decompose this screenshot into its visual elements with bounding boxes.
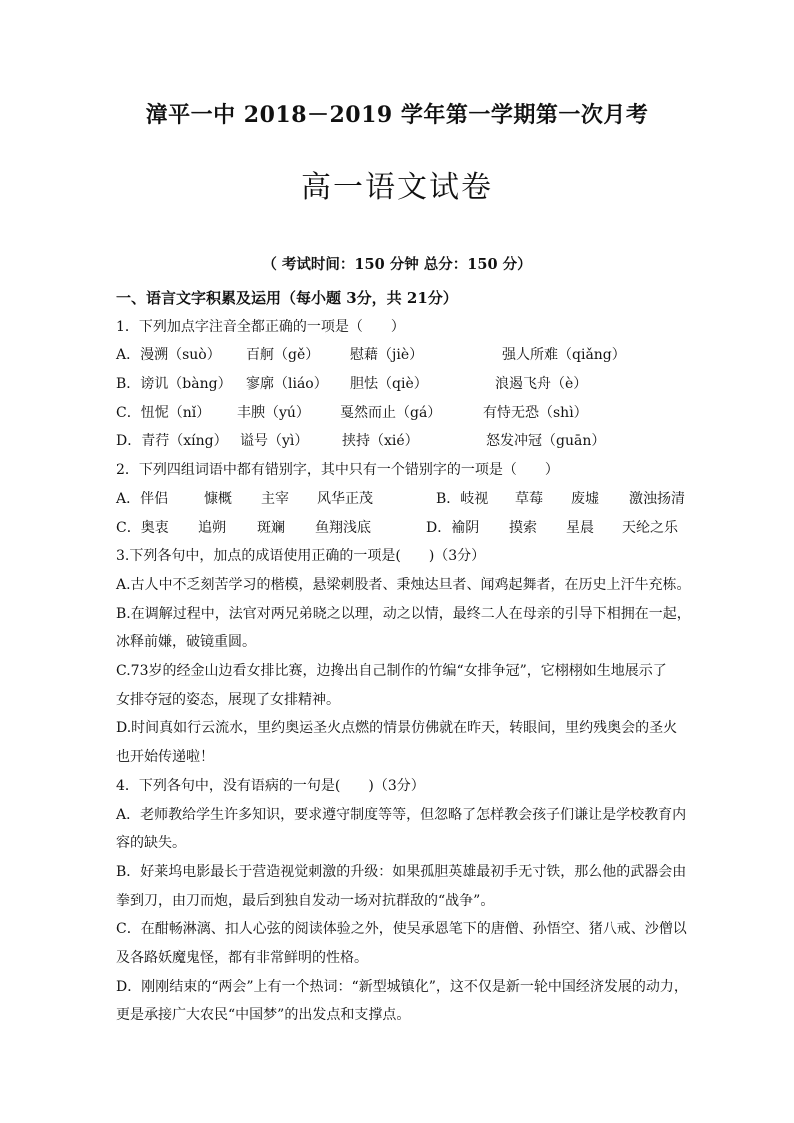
option-cell: 百舸（gě） xyxy=(246,347,320,364)
option-cell: 怒发冲冠（guān） xyxy=(486,433,606,450)
option-cell: 胆怯（qiè） xyxy=(350,376,428,393)
question-3-option-d-cont: 也开始传递啦！ xyxy=(116,749,214,766)
option-cell: D．青荇（xíng） xyxy=(116,433,228,450)
question-4-option-d-cont: 更是承接广大农民“中国梦”的出发点和支撑点。 xyxy=(116,1007,411,1024)
question-4-option-c: C．在酣畅淋漓、扣人心弦的阅读体验之外，使吴承恩笔下的唐僧、孙悟空、猪八戒、沙僧以 xyxy=(116,921,687,938)
question-3-option-b-cont: 冰释前嫌，破镜重圆。 xyxy=(116,634,256,651)
option-cell: 草莓 xyxy=(515,490,543,507)
option-cell: 追朔 xyxy=(198,519,226,536)
question-2-option-row xyxy=(116,485,686,514)
question-3-option-d: D.时间真如行云流水，里约奥运圣火点燃的情景仿佛就在昨天，转眼间，里约残奥会的圣火 xyxy=(116,720,678,737)
option-cell: A．伴侣 xyxy=(116,490,169,507)
exam-subtitle: 高一语文试卷 xyxy=(301,170,493,205)
option-cell: 慰藉（jiè） xyxy=(350,347,424,364)
option-cell: 星晨 xyxy=(566,519,594,536)
option-cell: 强人所难（qiǎng） xyxy=(502,347,626,364)
option-cell: 风华正茂 xyxy=(317,490,373,507)
option-cell: 挟持（xié） xyxy=(342,433,419,450)
question-4-option-a: A．老师教给学生许多知识，要求遵守制度等等，但忽略了怎样教会孩子们谦让是学校教育内 xyxy=(116,806,687,823)
question-1-stem: 1．下列加点字注音全都正确的一项是（ ） xyxy=(116,318,405,335)
option-cell: 戛然而止（gá） xyxy=(340,404,442,421)
question-4-option-b-cont: 拳到刀，由刀而炮，最后到独自发动一场对抗群敌的“战争”。 xyxy=(116,892,495,909)
question-4-option-c-cont: 及各路妖魔鬼怪，都有非常鲜明的性格。 xyxy=(116,950,368,967)
option-cell: 谥号（yì） xyxy=(240,433,309,450)
option-cell: 寥廓（liáo） xyxy=(246,376,328,393)
question-2-stem: 2．下列四组词语中都有错别字，其中只有一个错别字的一项是（ ） xyxy=(116,462,559,479)
question-3-option-c-cont: 女排夺冠的姿态，展现了女排精神。 xyxy=(116,691,340,708)
option-cell: 斑斓 xyxy=(257,519,285,536)
question-4-option-d: D．刚刚结束的“两会”上有一个热词：“新型城镇化”，这不仅是新一轮中国经济发展的动力， xyxy=(116,978,688,995)
option-cell: 废墟 xyxy=(571,490,599,507)
option-cell: B．谤讥（bàng） xyxy=(116,376,232,393)
question-1-option-row xyxy=(116,341,686,370)
option-cell: C．忸怩（nǐ） xyxy=(116,404,211,421)
question-1-option-row xyxy=(116,370,686,399)
option-cell: 主宰 xyxy=(261,490,289,507)
option-cell: 丰腴（yú） xyxy=(237,404,310,421)
option-cell: B．岐视 xyxy=(436,490,489,507)
option-cell: 鱼翔浅底 xyxy=(315,519,371,536)
question-1-option-row xyxy=(116,427,686,456)
question-3-option-c: C.73岁的经金山边看女排比赛，边搀出自己制作的竹编“女排争冠”，它栩栩如生地展示了 xyxy=(116,663,667,680)
exam-info: （ 考试时间：150 分钟 总分：150 分） xyxy=(262,256,532,273)
option-cell: 激浊扬清 xyxy=(629,490,685,507)
option-cell: D．褕阴 xyxy=(426,519,480,536)
question-4-stem: 4．下列各句中，没有语病的一句是( )（3分） xyxy=(116,777,425,794)
question-4-option-b: B．好莱坞电影最长于营造视觉刺激的升级：如果孤胆英雄最初手无寸铁，那么他的武器会由 xyxy=(116,863,687,880)
option-cell: A．漫溯（suò） xyxy=(116,347,221,364)
section-heading: 一、语言文字积累及运用（每小题 3分，共 21分） xyxy=(116,289,458,307)
question-4-option-a-cont: 容的缺失。 xyxy=(116,835,186,852)
option-cell: 有恃无恐（shì） xyxy=(483,404,588,421)
option-cell: 摸索 xyxy=(509,519,537,536)
option-cell: 慷概 xyxy=(204,490,232,507)
question-3-option-a: A.古人中不乏刻苦学习的楷模，悬梁刺股者、秉烛达旦者、闻鸡起舞者，在历史上汗牛充栋。 xyxy=(116,576,691,593)
question-3-option-b: B.在调解过程中，法官对两兄弟晓之以理，动之以情，最终二人在母亲的引导下相拥在一起， xyxy=(116,605,691,622)
option-cell: C．奥衷 xyxy=(116,519,169,536)
exam-title: 漳平一中 2018－2019 学年第一学期第一次月考 xyxy=(145,102,649,128)
option-cell: 浪遏飞舟（è） xyxy=(495,376,588,393)
question-1-option-row xyxy=(116,399,686,428)
exam-content xyxy=(116,284,691,1030)
question-3-stem: 3.下列各句中，加点的成语使用正确的一项是( )（3分） xyxy=(116,548,486,565)
option-cell: 天纶之乐 xyxy=(622,519,678,536)
question-2-option-row xyxy=(116,514,686,543)
